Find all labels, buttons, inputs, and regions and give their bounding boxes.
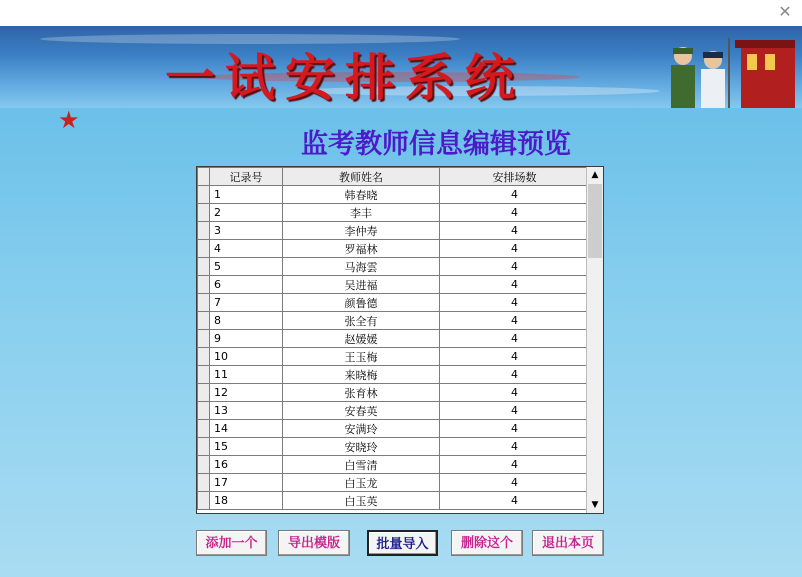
table-row[interactable] bbox=[198, 240, 590, 258]
column-header-teacher-name[interactable]: 教师姓名 bbox=[283, 168, 440, 186]
table-row[interactable] bbox=[198, 258, 590, 276]
vertical-scrollbar[interactable] bbox=[586, 167, 603, 513]
teacher-name-cell[interactable]: 吴进福 bbox=[283, 276, 440, 294]
row-selector[interactable] bbox=[198, 420, 210, 438]
teacher-grid[interactable] bbox=[196, 166, 604, 514]
record-id-cell[interactable]: 2 bbox=[210, 204, 283, 222]
table-row[interactable] bbox=[198, 294, 590, 312]
table-row[interactable] bbox=[198, 366, 590, 384]
teacher-name-cell[interactable]: 张育林 bbox=[283, 384, 440, 402]
teacher-name-cell[interactable]: 安晓玲 bbox=[283, 438, 440, 456]
banner bbox=[0, 26, 802, 108]
row-selector[interactable] bbox=[198, 222, 210, 240]
delete-button[interactable]: 删除这个 bbox=[451, 530, 523, 556]
table-row[interactable] bbox=[198, 330, 590, 348]
row-selector[interactable] bbox=[198, 258, 210, 276]
record-id-cell[interactable]: 11 bbox=[210, 366, 283, 384]
table-row[interactable] bbox=[198, 438, 590, 456]
teacher-name-cell[interactable]: 白雪清 bbox=[283, 456, 440, 474]
session-count-cell[interactable]: 4 bbox=[440, 204, 590, 222]
session-count-cell[interactable]: 4 bbox=[440, 240, 590, 258]
column-header-record-id[interactable]: 记录号 bbox=[210, 168, 283, 186]
table-row[interactable] bbox=[198, 420, 590, 438]
teacher-name-cell[interactable]: 安春英 bbox=[283, 402, 440, 420]
table-row[interactable] bbox=[198, 312, 590, 330]
row-selector[interactable] bbox=[198, 366, 210, 384]
session-count-cell[interactable]: 4 bbox=[440, 384, 590, 402]
table-row[interactable] bbox=[198, 186, 590, 204]
record-id-cell[interactable]: 7 bbox=[210, 294, 283, 312]
session-count-cell[interactable]: 4 bbox=[440, 294, 590, 312]
table-row[interactable] bbox=[198, 348, 590, 366]
record-id-cell[interactable]: 13 bbox=[210, 402, 283, 420]
title-bar bbox=[0, 0, 802, 26]
session-count-cell[interactable]: 4 bbox=[440, 492, 590, 510]
table-row[interactable] bbox=[198, 474, 590, 492]
teacher-name-cell[interactable]: 白玉英 bbox=[283, 492, 440, 510]
session-count-cell[interactable]: 4 bbox=[440, 276, 590, 294]
record-id-cell[interactable]: 10 bbox=[210, 348, 283, 366]
row-selector[interactable] bbox=[198, 330, 210, 348]
session-count-cell[interactable]: 4 bbox=[440, 456, 590, 474]
scroll-up-arrow-icon[interactable]: ▲ bbox=[587, 167, 603, 183]
record-id-cell[interactable]: 15 bbox=[210, 438, 283, 456]
export-template-button[interactable]: 导出模版 bbox=[278, 530, 350, 556]
session-count-cell[interactable]: 4 bbox=[440, 222, 590, 240]
teacher-name-cell[interactable]: 赵媛媛 bbox=[283, 330, 440, 348]
teacher-name-cell[interactable]: 李仲寿 bbox=[283, 222, 440, 240]
table-row[interactable] bbox=[198, 276, 590, 294]
teacher-name-cell[interactable]: 李丰 bbox=[283, 204, 440, 222]
teacher-name-cell[interactable]: 安满玲 bbox=[283, 420, 440, 438]
scroll-down-arrow-icon[interactable]: ▼ bbox=[587, 497, 603, 513]
table-row[interactable] bbox=[198, 204, 590, 222]
table-row[interactable] bbox=[198, 456, 590, 474]
row-selector[interactable] bbox=[198, 402, 210, 420]
teacher-name-cell[interactable]: 来晓梅 bbox=[283, 366, 440, 384]
main-window bbox=[0, 26, 802, 577]
table-header-row bbox=[198, 168, 590, 186]
teacher-name-cell[interactable]: 张全有 bbox=[283, 312, 440, 330]
row-selector[interactable] bbox=[198, 384, 210, 402]
session-count-cell[interactable]: 4 bbox=[440, 258, 590, 276]
column-header-session-count[interactable]: 安排场数 bbox=[440, 168, 590, 186]
session-count-cell[interactable]: 4 bbox=[440, 438, 590, 456]
record-id-cell[interactable]: 1 bbox=[210, 186, 283, 204]
record-id-cell[interactable]: 14 bbox=[210, 420, 283, 438]
session-count-cell[interactable]: 4 bbox=[440, 330, 590, 348]
batch-import-button[interactable]: 批量导入 bbox=[367, 530, 438, 556]
row-selector-header bbox=[198, 168, 210, 186]
teacher-name-cell[interactable]: 白玉龙 bbox=[283, 474, 440, 492]
teacher-name-cell[interactable]: 马海雲 bbox=[283, 258, 440, 276]
table-row[interactable] bbox=[198, 384, 590, 402]
record-id-cell[interactable]: 9 bbox=[210, 330, 283, 348]
record-id-cell[interactable]: 17 bbox=[210, 474, 283, 492]
table-body bbox=[198, 186, 590, 510]
session-count-cell[interactable]: 4 bbox=[440, 402, 590, 420]
close-icon[interactable]: ✕ bbox=[778, 2, 792, 21]
session-count-cell[interactable]: 4 bbox=[440, 312, 590, 330]
row-selector[interactable] bbox=[198, 240, 210, 258]
teacher-name-cell[interactable]: 颜鲁德 bbox=[283, 294, 440, 312]
page-title: 监考教师信息编辑预览 bbox=[301, 129, 571, 160]
row-selector[interactable] bbox=[198, 438, 210, 456]
record-id-cell[interactable]: 4 bbox=[210, 240, 283, 258]
teacher-name-cell[interactable]: 韩春晓 bbox=[283, 186, 440, 204]
teacher-name-cell[interactable]: 王玉梅 bbox=[283, 348, 440, 366]
record-id-cell[interactable]: 3 bbox=[210, 222, 283, 240]
row-selector[interactable] bbox=[198, 294, 210, 312]
record-id-cell[interactable]: 8 bbox=[210, 312, 283, 330]
row-selector[interactable] bbox=[198, 348, 210, 366]
banner-title: 一试安排系统 bbox=[165, 48, 525, 107]
row-selector[interactable] bbox=[198, 312, 210, 330]
session-count-cell[interactable]: 4 bbox=[440, 186, 590, 204]
row-selector[interactable] bbox=[198, 474, 210, 492]
session-count-cell[interactable]: 4 bbox=[440, 348, 590, 366]
teacher-name-cell[interactable]: 罗福林 bbox=[283, 240, 440, 258]
table-row[interactable] bbox=[198, 222, 590, 240]
table-row[interactable] bbox=[198, 402, 590, 420]
record-id-cell[interactable]: 6 bbox=[210, 276, 283, 294]
record-id-cell[interactable]: 12 bbox=[210, 384, 283, 402]
table-row[interactable] bbox=[198, 492, 590, 510]
teacher-table bbox=[197, 167, 590, 510]
row-selector[interactable] bbox=[198, 492, 210, 510]
session-count-cell[interactable]: 4 bbox=[440, 474, 590, 492]
honor-guard-illustration bbox=[655, 34, 795, 108]
session-count-cell[interactable]: 4 bbox=[440, 420, 590, 438]
red-star-icon: ★ bbox=[58, 106, 80, 134]
row-selector[interactable] bbox=[198, 276, 210, 294]
scrollbar-thumb[interactable] bbox=[588, 184, 602, 258]
record-id-cell[interactable]: 16 bbox=[210, 456, 283, 474]
session-count-cell[interactable]: 4 bbox=[440, 366, 590, 384]
record-id-cell[interactable]: 18 bbox=[210, 492, 283, 510]
row-selector[interactable] bbox=[198, 186, 210, 204]
record-id-cell[interactable]: 5 bbox=[210, 258, 283, 276]
row-selector[interactable] bbox=[198, 204, 210, 222]
exit-page-button[interactable]: 退出本页 bbox=[532, 530, 604, 556]
row-selector[interactable] bbox=[198, 456, 210, 474]
add-button[interactable]: 添加一个 bbox=[196, 530, 267, 556]
